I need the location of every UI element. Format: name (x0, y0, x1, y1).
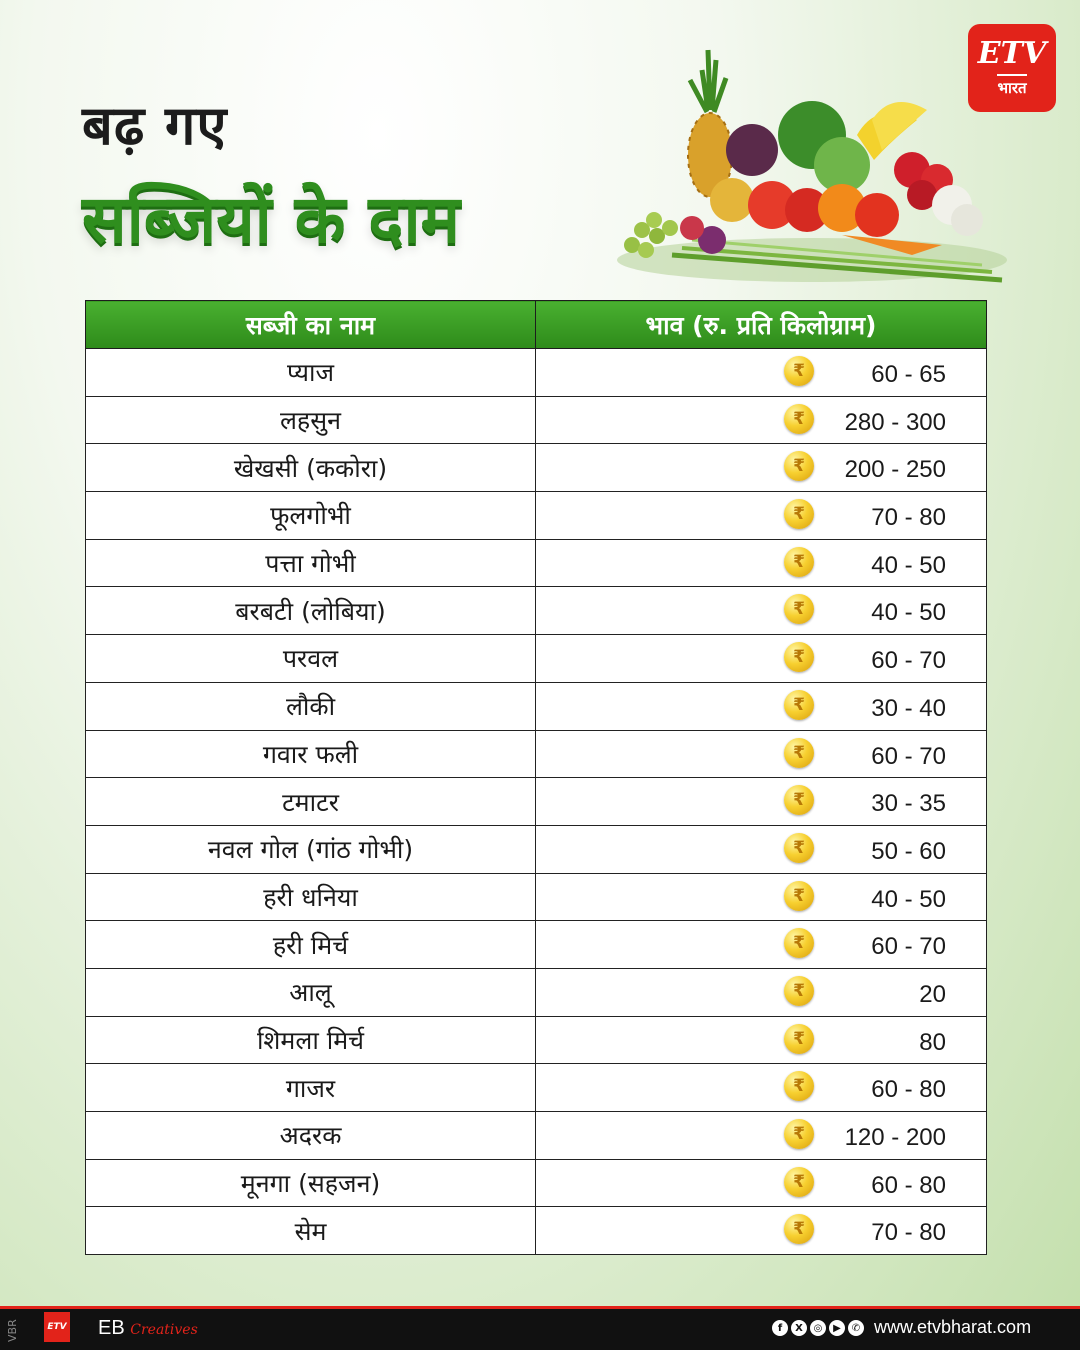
price-cell (536, 825, 987, 873)
price-cell (536, 492, 987, 540)
vegetable-name: टमाटर (86, 778, 536, 826)
price-cell (536, 1159, 987, 1207)
rupee-coin-icon: ₹ (784, 1167, 814, 1197)
rupee-coin-icon: ₹ (784, 642, 814, 672)
vegetable-name: फूलगोभी (86, 492, 536, 540)
price-cell (536, 539, 987, 587)
price-cell (536, 349, 987, 397)
price-value: 40 - 50 (871, 885, 946, 913)
table-row (86, 825, 987, 873)
price-value: 70 - 80 (871, 1219, 946, 1247)
vegetable-name: सेम (86, 1207, 536, 1255)
vegetable-name: हरी मिर्च (86, 921, 536, 969)
price-cell (536, 1064, 987, 1112)
price-cell (536, 730, 987, 778)
vegetables-illustration (612, 40, 1012, 300)
vegetable-name: आलू (86, 968, 536, 1016)
price-cell (536, 635, 987, 683)
footer-brand-eb: EB (98, 1317, 125, 1339)
table-row (86, 492, 987, 540)
price-value: 40 - 50 (871, 551, 946, 579)
rupee-coin-icon: ₹ (784, 1071, 814, 1101)
logo-etv-text: ETV (977, 36, 1047, 71)
table-row (86, 778, 987, 826)
rupee-coin-icon: ₹ (784, 928, 814, 958)
price-cell (536, 968, 987, 1016)
price-value: 60 - 70 (871, 742, 946, 770)
rupee-coin-icon: ₹ (784, 499, 814, 529)
vegetable-name: लौकी (86, 682, 536, 730)
vegetable-name: प्याज (86, 349, 536, 397)
rupee-coin-icon: ₹ (784, 833, 814, 863)
price-value: 60 - 80 (871, 1171, 946, 1199)
table-row (86, 396, 987, 444)
price-cell (536, 1207, 987, 1255)
vegetable-name: गाजर (86, 1064, 536, 1112)
table-row (86, 587, 987, 635)
price-value: 60 - 70 (871, 647, 946, 675)
price-value: 200 - 250 (844, 456, 946, 484)
etv-bharat-logo (968, 24, 1056, 112)
table-row (86, 968, 987, 1016)
price-value: 40 - 50 (871, 599, 946, 627)
rupee-coin-icon: ₹ (784, 594, 814, 624)
price-value: 20 (919, 980, 946, 1008)
price-value: 60 - 70 (871, 933, 946, 961)
table-row (86, 873, 987, 921)
rupee-coin-icon: ₹ (784, 738, 814, 768)
rupee-coin-icon: ₹ (784, 976, 814, 1006)
table-row (86, 539, 987, 587)
rupee-coin-icon: ₹ (784, 547, 814, 577)
table-row (86, 1016, 987, 1064)
price-cell (536, 587, 987, 635)
vegetable-price-table (85, 300, 987, 1255)
price-value: 120 - 200 (844, 1124, 946, 1151)
price-value: 80 (919, 1028, 946, 1056)
headline-line-2: सब्जियों के दाम (82, 181, 461, 258)
vegetable-name: मूनगा (सहजन) (86, 1159, 536, 1207)
table-row (86, 444, 987, 492)
rupee-coin-icon: ₹ (784, 1214, 814, 1244)
vegetable-name: शिमला मिर्च (86, 1016, 536, 1064)
header-vegetable-name: सब्जी का नाम (86, 301, 536, 349)
table-row (86, 1112, 987, 1160)
vegetable-name: गवार फली (86, 730, 536, 778)
logo-bharat-text: भारत (997, 74, 1026, 98)
rupee-coin-icon: ₹ (784, 1024, 814, 1054)
social-icons (772, 1320, 864, 1336)
rupee-coin-icon: ₹ (784, 451, 814, 481)
price-cell (536, 921, 987, 969)
rupee-coin-icon: ₹ (784, 690, 814, 720)
price-value: 60 - 80 (871, 1076, 946, 1104)
website-link[interactable]: www.etvbharat.com (874, 1317, 1032, 1337)
rupee-coin-icon: ₹ (784, 785, 814, 815)
price-value: 30 - 40 (871, 694, 946, 722)
footer-bar (0, 1306, 1080, 1350)
footer-brand-script: Creatives (130, 1322, 198, 1338)
price-value: 70 - 80 (871, 504, 946, 532)
rupee-coin-icon: ₹ (784, 881, 814, 911)
vegetable-name: पत्ता गोभी (86, 539, 536, 587)
price-value: 280 - 300 (844, 408, 946, 436)
vegetable-name: अदरक (86, 1112, 536, 1160)
price-cell (536, 444, 987, 492)
table-row (86, 1207, 987, 1255)
price-cell (536, 778, 987, 826)
table-row (86, 921, 987, 969)
vegetable-name: नवल गोल (गांठ गोभी) (86, 825, 536, 873)
table-row (86, 349, 987, 397)
price-value: 50 - 60 (871, 837, 946, 865)
header-price: भाव (रु. प्रति किलोग्राम) (536, 301, 987, 349)
vegetable-name: हरी धनिया (86, 873, 536, 921)
table-row (86, 635, 987, 683)
price-value: 60 - 65 (871, 361, 946, 388)
price-cell (536, 1112, 987, 1160)
price-value: 30 - 35 (871, 790, 946, 818)
footer-etv-logo: ETV (44, 1312, 70, 1342)
headline-line-1: बढ़ गए (82, 94, 228, 157)
price-cell (536, 1016, 987, 1064)
facebook-icon[interactable]: f (772, 1320, 788, 1336)
youtube-icon[interactable]: ▶ (829, 1320, 845, 1336)
vegetable-name: परवल (86, 635, 536, 683)
vegetable-name: लहसुन (86, 396, 536, 444)
table-row (86, 730, 987, 778)
vegetable-name: बरबटी (लोबिया) (86, 587, 536, 635)
x-icon[interactable]: X (791, 1320, 807, 1336)
footer-code: VBR (6, 1319, 19, 1342)
rupee-coin-icon: ₹ (784, 404, 814, 434)
price-cell (536, 873, 987, 921)
table-row (86, 1064, 987, 1112)
price-cell (536, 396, 987, 444)
rupee-coin-icon: ₹ (784, 356, 814, 386)
footer-brand (98, 1317, 198, 1340)
instagram-icon[interactable]: ◎ (810, 1320, 826, 1336)
table-row (86, 682, 987, 730)
footer-divider (0, 1306, 1080, 1309)
rupee-coin-icon: ₹ (784, 1119, 814, 1149)
price-cell (536, 682, 987, 730)
table-row (86, 1159, 987, 1207)
vegetable-name: खेखसी (ककोरा) (86, 444, 536, 492)
table-header-row (86, 301, 987, 349)
whatsapp-icon[interactable]: ✆ (848, 1320, 864, 1336)
